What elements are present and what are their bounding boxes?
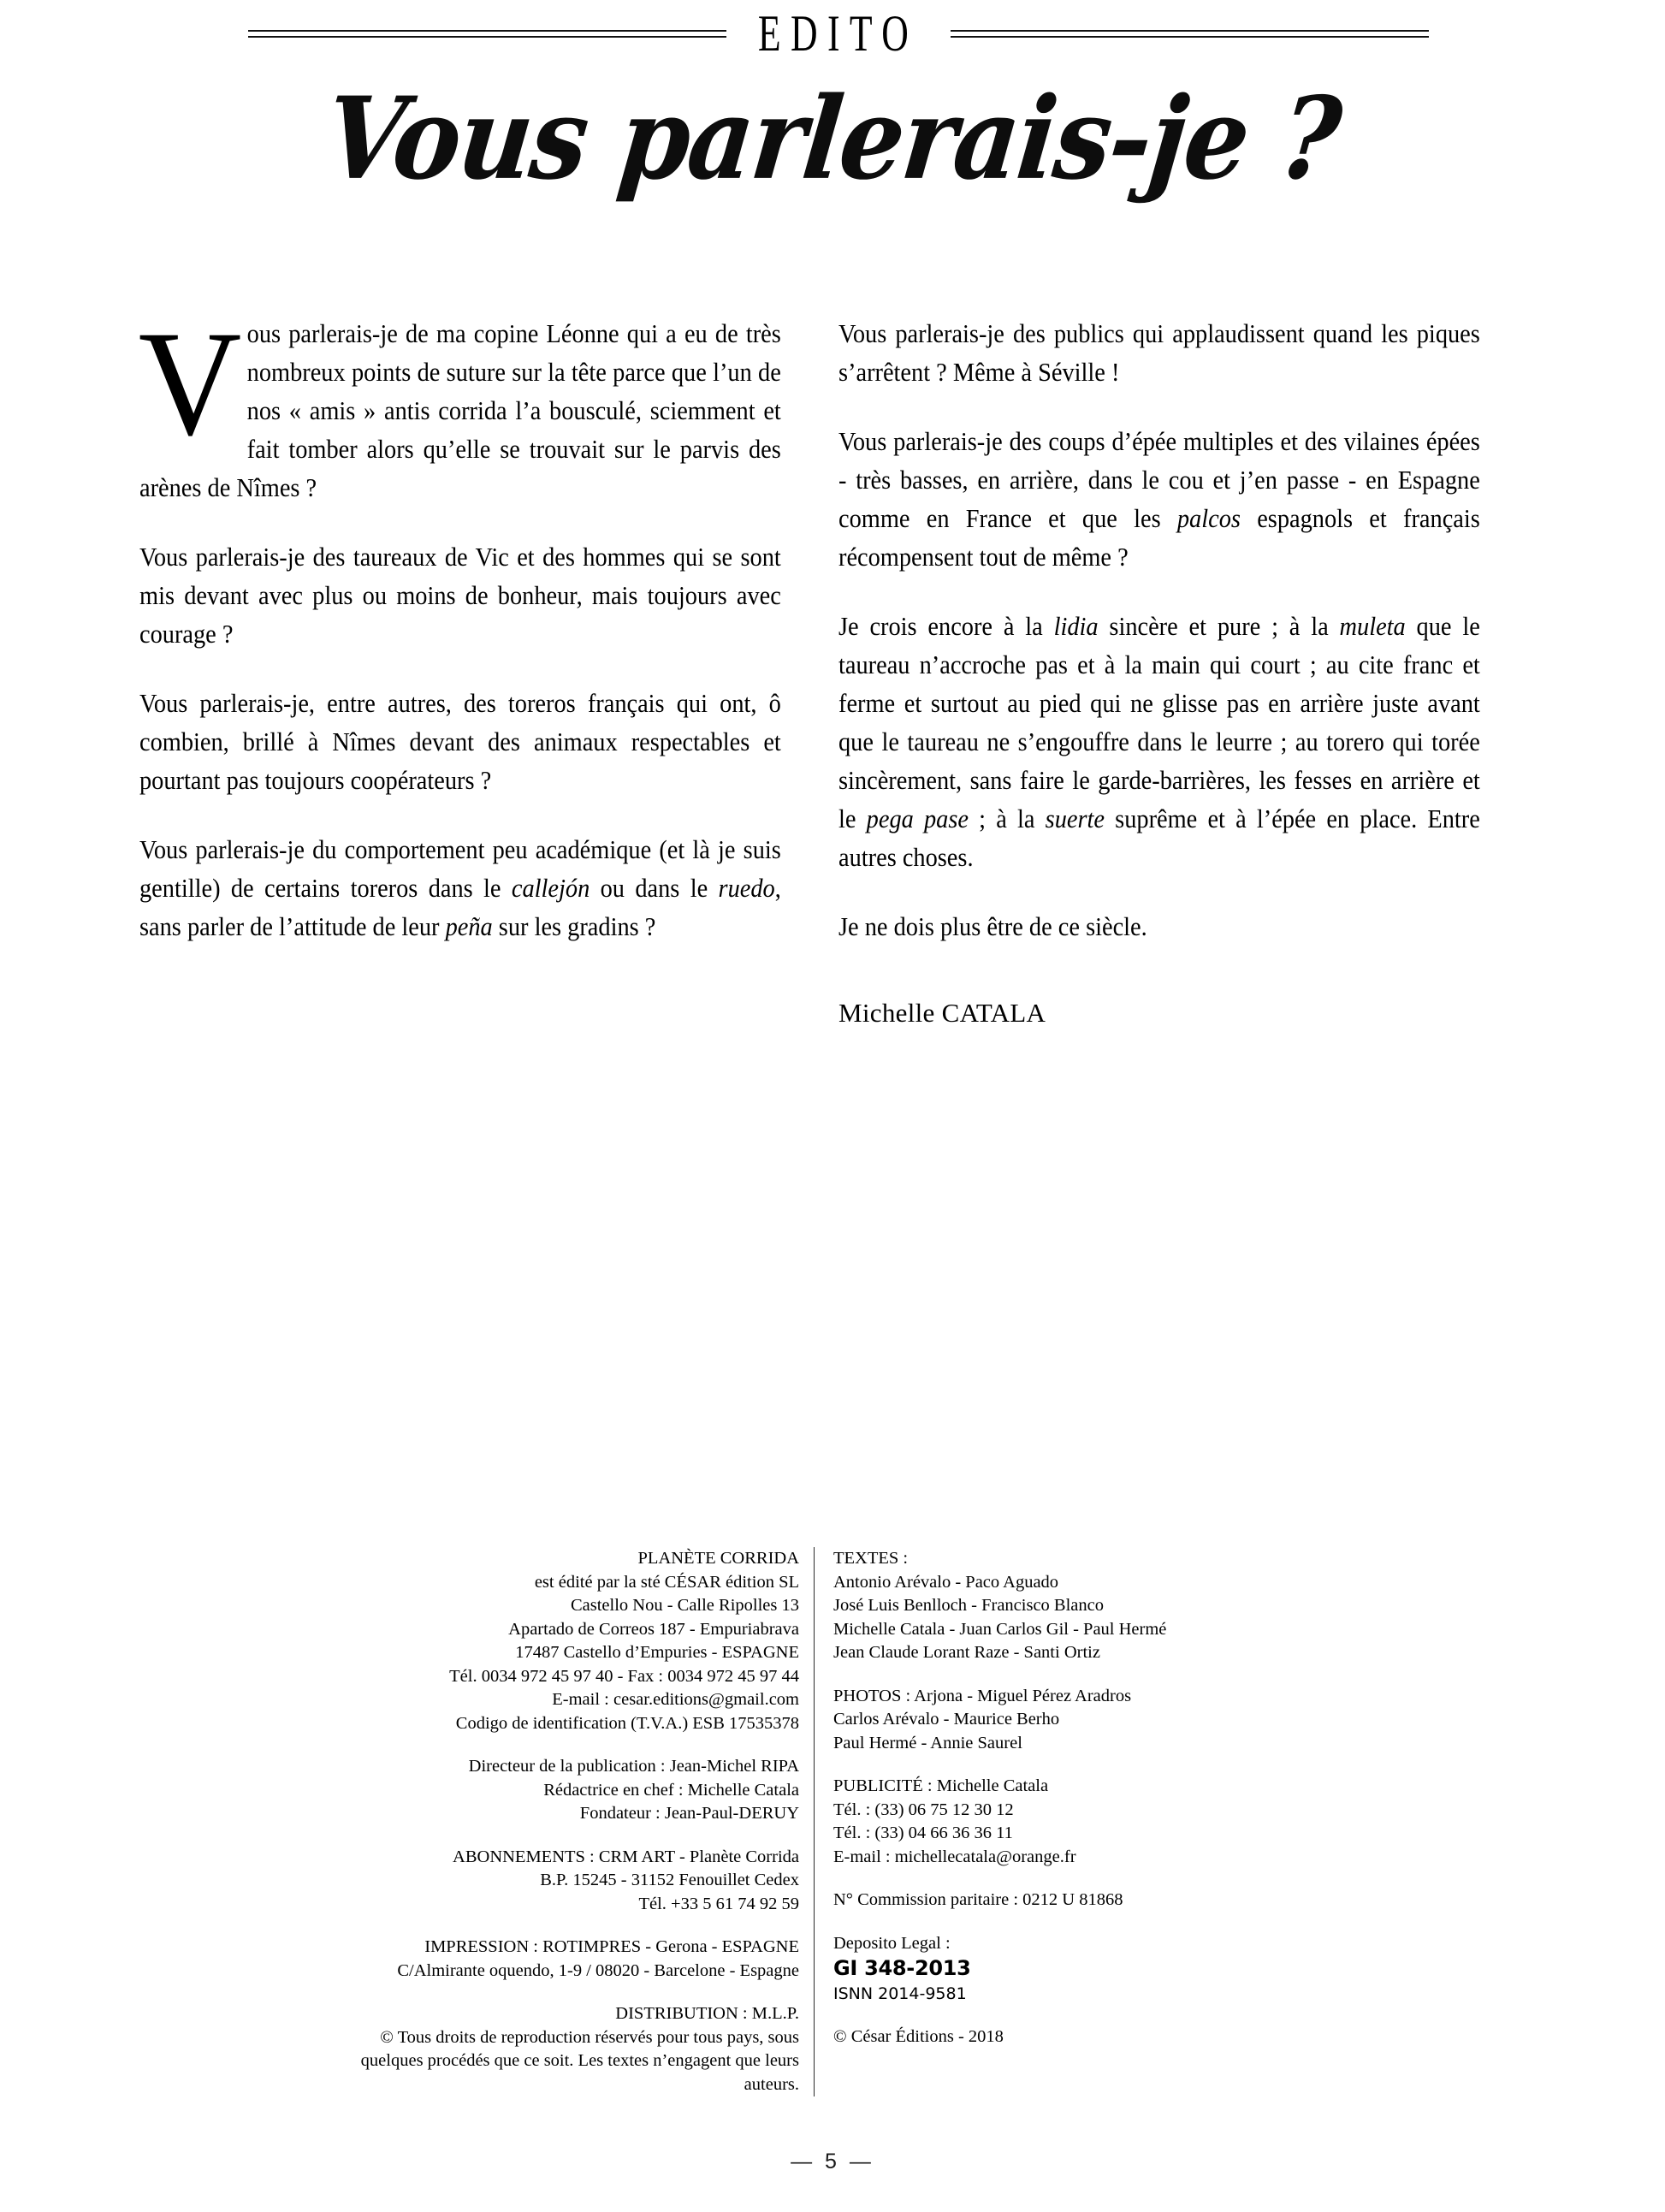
paragraph — [139, 685, 781, 800]
foreign-term: palcos — [1176, 504, 1241, 533]
paragraph-text: espagnols et français récompensent tout de même ? — [838, 504, 1480, 572]
paragraph-text: sur les gradins ? — [492, 912, 656, 941]
colophon-line: ABONNEMENTS : CRM ART - Planète Corrida — [453, 1847, 799, 1866]
section-header — [248, 3, 1429, 62]
colophon-block-texts — [833, 1547, 1285, 1665]
foreign-term: callejón — [511, 874, 590, 903]
foreign-term: muleta — [1339, 612, 1406, 641]
colophon-line: Michelle Catala - Juan Carlos Gil - Paul Hermé — [833, 1619, 1167, 1639]
foreign-term: peña — [445, 912, 493, 941]
paragraph-text: Je crois encore à la — [838, 612, 1054, 641]
foreign-term: suerte — [1045, 804, 1105, 833]
colophon-line: Tél. : (33) 04 66 36 36 11 — [833, 1824, 1013, 1842]
article-column-right — [838, 315, 1480, 1030]
rule-right-icon — [951, 30, 1429, 38]
page-title: Vous parlerais-je ? — [319, 71, 1346, 205]
colophon-line: PHOTOS : Arjona - Miguel Pérez Aradros — [833, 1686, 1132, 1705]
drop-cap: V — [138, 300, 242, 467]
colophon-line: 17487 Castello d’Empuries - ESPAGNE — [515, 1643, 799, 1662]
paragraph-text: ous parlerais-je de ma copine Léonne qui a eu de très nombreux points de suture sur la tête parce que l’un de nos « amis » antis corrida l’a bousculé, sciemment et fait tomber alors qu’elle se trouvait sur le parvis des arènes de Nîmes ? — [139, 319, 781, 502]
colophon-line: PLANÈTE CORRIDA — [637, 1549, 799, 1568]
colophon — [344, 1547, 1285, 2096]
colophon-line: Castello Nou - Calle Ripolles 13 — [570, 1596, 799, 1615]
isnn-code: ISNN 2014-9581 — [833, 1984, 967, 2003]
copyright-notice: © Tous droits de reproduction réservés pour tous pays, sous quelques procédés que ce soit. Les textes n’engagent que leurs auteurs. — [360, 2027, 799, 2094]
colophon-left-column — [344, 1547, 815, 2096]
colophon-line: N° Commission paritaire : 0212 U 81868 — [833, 1890, 1123, 1909]
colophon-line: Directeur de la publication : Jean-Michel RIPA — [468, 1757, 799, 1776]
colophon-line: José Luis Benlloch - Francisco Blanco — [833, 1596, 1104, 1615]
colophon-line: Tél. : (33) 06 75 12 30 12 — [833, 1800, 1014, 1819]
colophon-line: © César Éditions - 2018 — [833, 2027, 1004, 2046]
colophon-line: B.P. 15245 - 31152 Fenouillet Cedex — [540, 1871, 799, 1889]
paragraph-text: Vous parlerais-je des taureaux de Vic et des hommes qui se sont mis devant avec plus ou moins de bonheur, mais toujours avec courage ? — [139, 543, 781, 649]
rule-left-icon — [248, 30, 726, 38]
colophon-line: Codigo de identification (T.V.A.) ESB 17535378 — [455, 1713, 799, 1733]
colophon-line: Deposito Legal : — [833, 1933, 951, 1953]
colophon-line: Tél. +33 5 61 74 92 59 — [638, 1894, 799, 1913]
paragraph — [838, 423, 1480, 577]
article-body — [138, 300, 1480, 1030]
colophon-block-photos — [833, 1685, 1285, 1756]
paragraph-text: Vous parlerais-je des coups d’épée multiples et des vilaines épées - très basses, en arrière, dans le cou et j’en passe - en Espagne comme en France et que les — [838, 427, 1480, 533]
colophon-line: TEXTES : — [833, 1549, 909, 1568]
paragraph-text: Vous parlerais-je du comportement peu académique (et là je suis gentille) de certains toreros dans le — [139, 835, 781, 903]
colophon-line: Apartado de Correos 187 - Empuriabrava — [508, 1619, 799, 1639]
article-column-left — [138, 300, 781, 1030]
author-byline: Michelle CATALA — [838, 998, 1046, 1028]
colophon-block-commission — [833, 1889, 1285, 1913]
paragraph-text: ; à la — [968, 804, 1046, 833]
colophon-line: Tél. 0034 972 45 97 40 - Fax : 0034 972 45 97 44 — [449, 1666, 799, 1686]
paragraph — [838, 608, 1480, 877]
colophon-line: Fondateur : Jean-Paul-DERUY — [579, 1804, 799, 1823]
colophon-block-copyright — [833, 2025, 1285, 2049]
paragraph — [139, 538, 781, 654]
paragraph-text: Je ne dois plus être de ce siècle. — [838, 912, 1147, 941]
colophon-right-column — [815, 1547, 1285, 2049]
colophon-block-legal-deposit — [833, 1932, 1285, 2007]
colophon-line: E-mail : michellecatala@orange.fr — [833, 1847, 1076, 1866]
paragraph-text: Vous parlerais-je, entre autres, des toreros français qui ont, ô combien, brillé à Nîmes devant des animaux respectables et pourtant pas toujours coopérateurs ? — [139, 689, 781, 795]
colophon-line: Rédactrice en chef : Michelle Catala — [543, 1780, 799, 1800]
colophon-line: DISTRIBUTION : M.L.P. — [615, 2004, 799, 2023]
colophon-block-distribution — [344, 2002, 799, 2096]
paragraph — [138, 300, 781, 507]
paragraph-text: suprême et à l’épée en place. Entre autres choses. — [838, 804, 1480, 872]
colophon-block-staff — [344, 1755, 799, 1826]
colophon-block-subscriptions — [344, 1846, 799, 1917]
paragraph-text: , sans parler de l’attitude de leur — [139, 874, 781, 941]
colophon-line: est édité par la sté CÉSAR édition SL — [534, 1572, 799, 1592]
paragraph-text: Vous parlerais-je des publics qui applaudissent quand les piques s’arrêtent ? Même à Séville ! — [838, 319, 1480, 387]
section-kicker: EDITO — [758, 3, 919, 62]
colophon-line: Carlos Arévalo - Maurice Berho — [833, 1710, 1060, 1729]
foreign-term: pega pase — [866, 804, 969, 833]
colophon-line: PUBLICITÉ : Michelle Catala — [833, 1776, 1049, 1795]
colophon-block-publisher — [344, 1547, 799, 1735]
paragraph-text: sincère et pure ; à la — [1098, 612, 1340, 641]
colophon-block-printing — [344, 1936, 799, 1983]
colophon-line: Paul Hermé - Annie Saurel — [833, 1733, 1022, 1752]
legal-deposit-code: GI 348-2013 — [833, 1956, 971, 1980]
colophon-line: Jean Claude Lorant Raze - Santi Ortiz — [833, 1643, 1100, 1662]
page-folio: — 5 — — [791, 2150, 874, 2173]
paragraph-text: ou dans le — [590, 874, 719, 903]
colophon-line: IMPRESSION : ROTIMPRES - Gerona - ESPAGNE — [424, 1937, 799, 1956]
paragraph — [838, 908, 1480, 946]
paragraph-text: que le taureau n’accroche pas et à la main qui court ; au cite franc et ferme et surtout au pied qui ne glisse pas en arrière juste avant que le taureau ne s’engouffre dans le leurre ; au torero qui torée sincèrement, sans faire le garde-barrières, les fesses en arrière et le — [838, 612, 1480, 833]
paragraph — [139, 831, 781, 946]
paragraph — [838, 315, 1480, 392]
colophon-block-advertising — [833, 1775, 1285, 1869]
colophon-line: E-mail : cesar.editions@gmail.com — [552, 1690, 799, 1709]
colophon-line: C/Almirante oquendo, 1-9 / 08020 - Barcelone - Espagne — [397, 1960, 799, 1980]
foreign-term: lidia — [1053, 612, 1099, 641]
colophon-line: Antonio Arévalo - Paco Aguado — [833, 1572, 1059, 1592]
foreign-term: ruedo — [718, 874, 775, 903]
